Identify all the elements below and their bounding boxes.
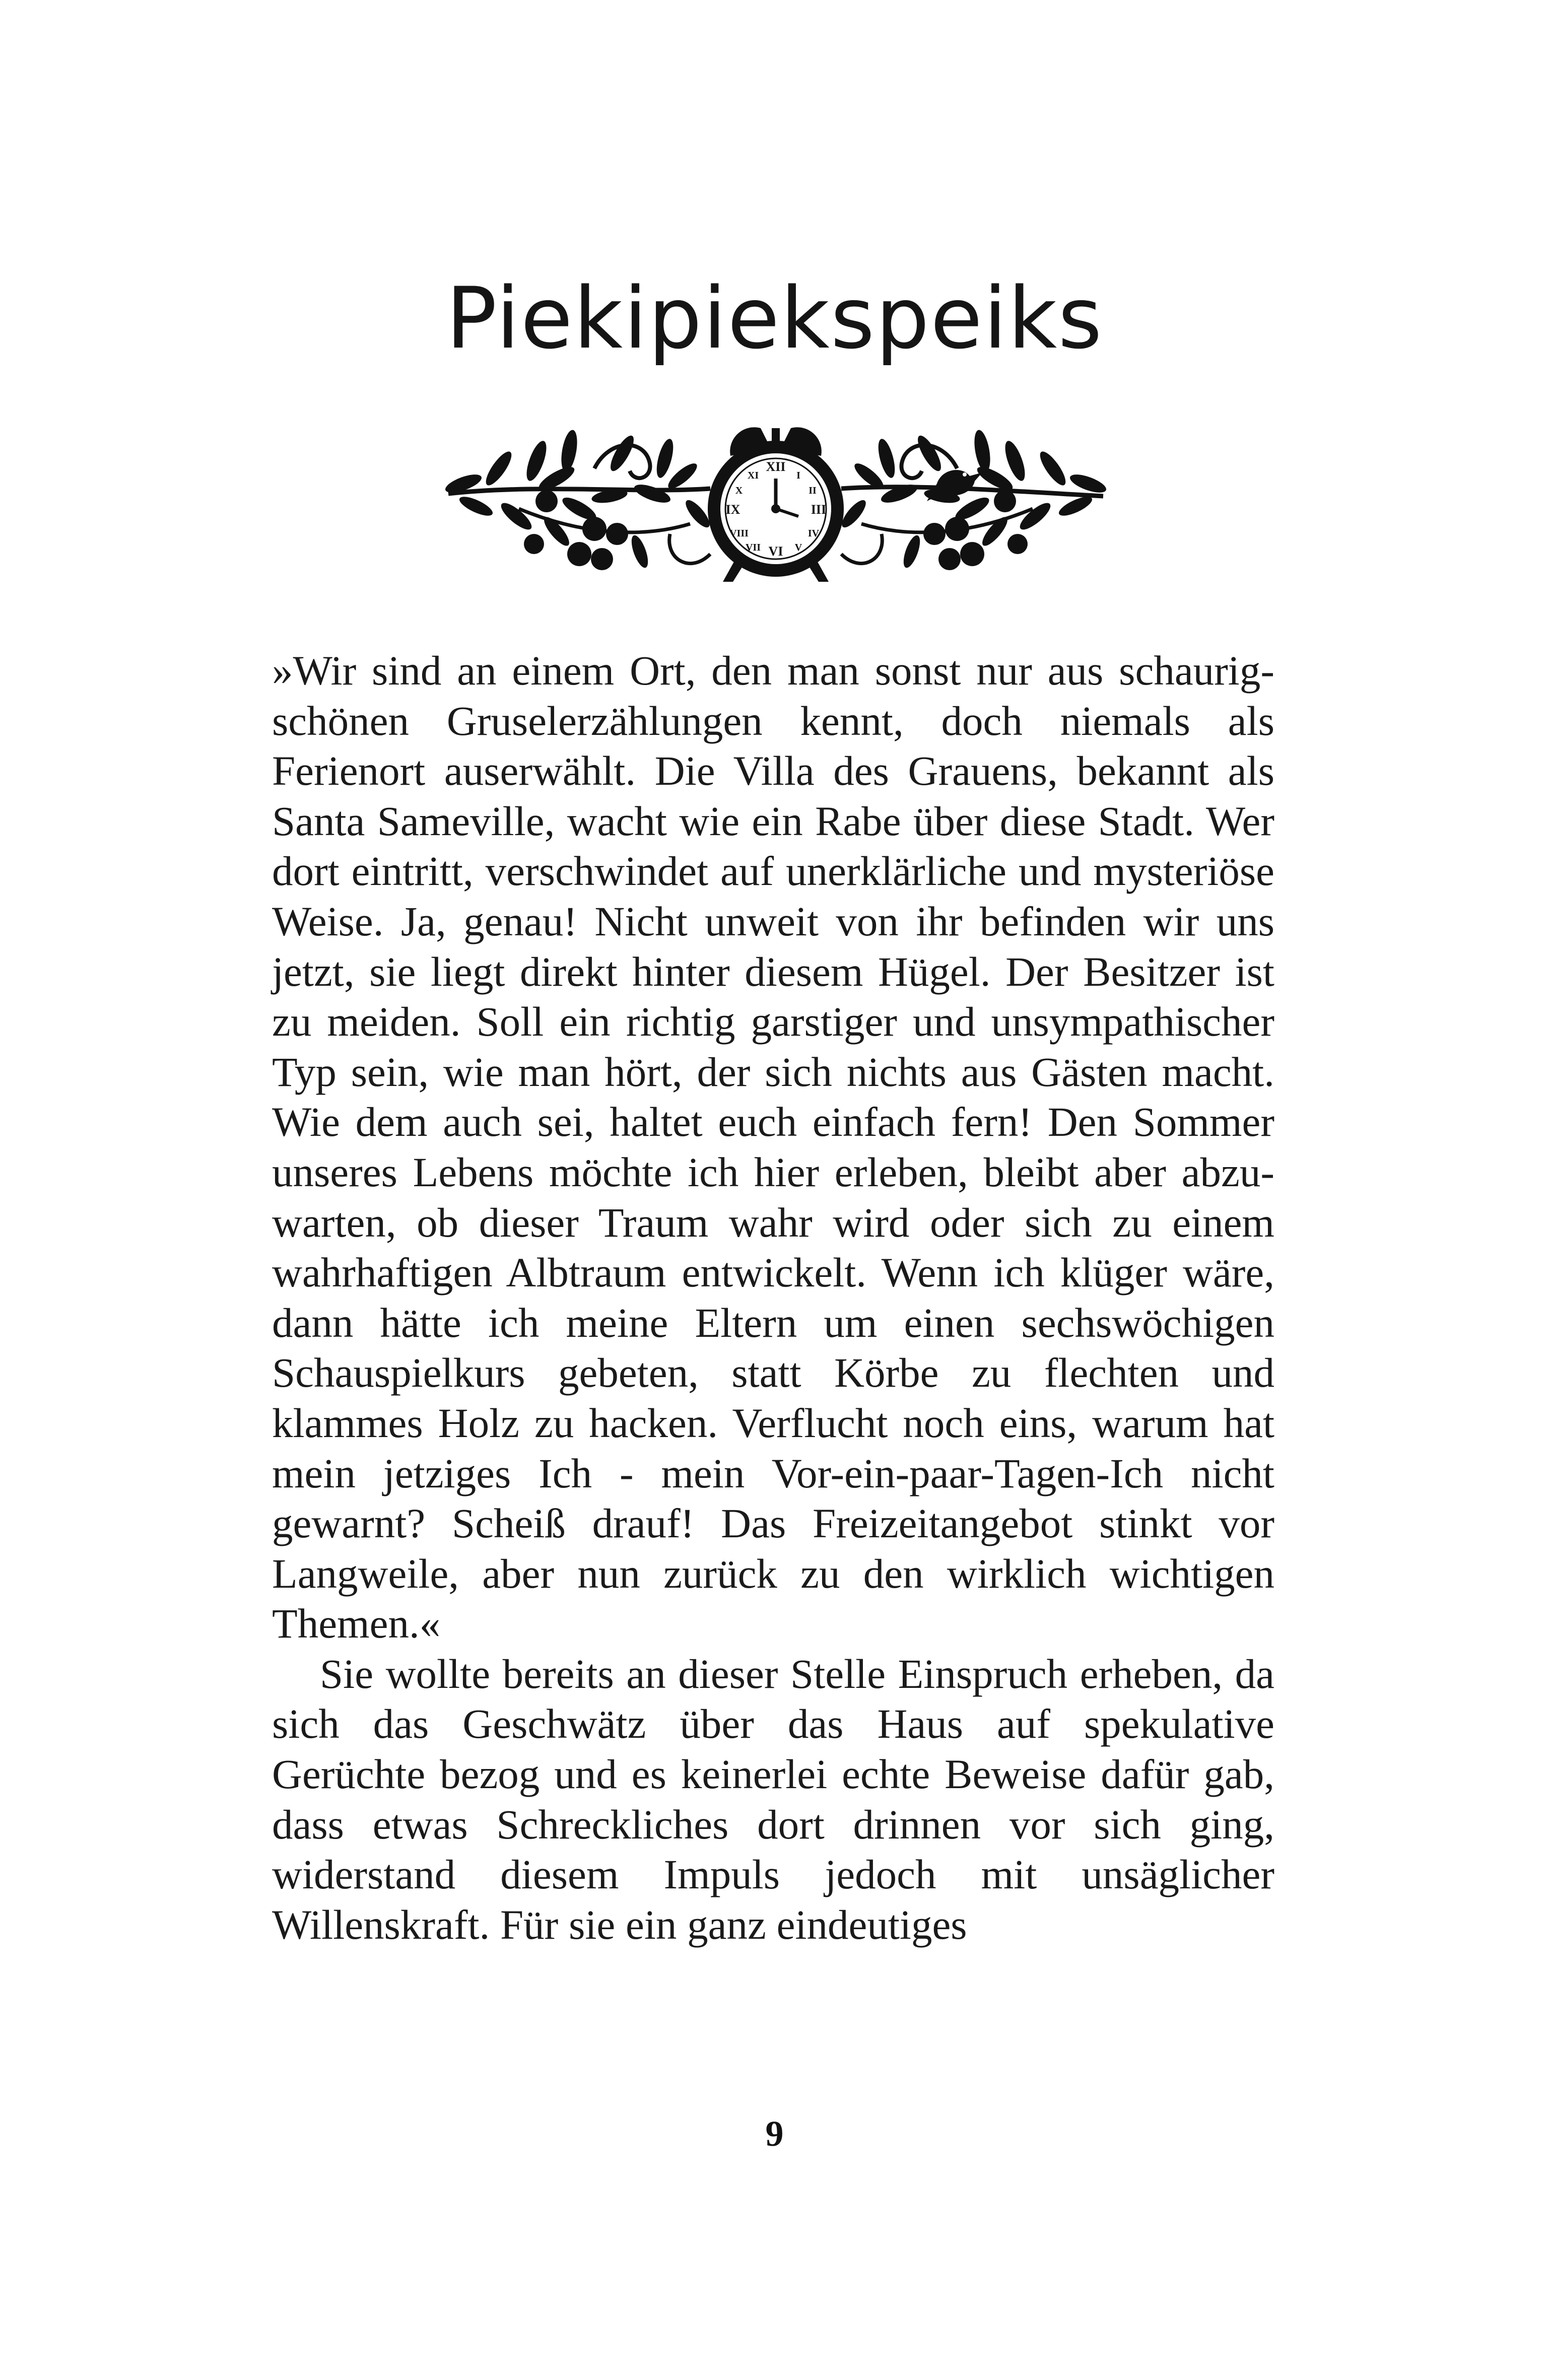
paragraph-2: Sie wollte bereits an dieser Stelle Einspruch erheben, da sich das Geschwätz über das Haus auf spekulative Gerüchte bezog und es keinerlei echte Beweise dafür gab, dass etwas Schreckliches dort drinnen vor sich ging, widerstand diesem Impuls jedoch mit unsäglicher Willenskraft. Für sie ein ganz eindeutiges [272,1650,1274,1948]
svg-text:XI: XI [747,470,759,481]
page-number: 9 [765,2114,784,2154]
svg-text:IV: IV [807,528,820,539]
clock-branch-ornament-icon [428,408,1123,599]
svg-text:VIII: VIII [729,528,749,539]
body-text [272,646,1274,1950]
paragraph-1: »Wir sind an einem Ort, den man sonst nur aus schaurig-schönen Gruselerzählungen kennt, doch niemals als Ferienort auserwählt. Die Villa des Grauens, bekannt als Santa Sameville, wacht wie ein Rabe über diese Stadt. Wer dort eintritt, verschwindet auf unerklärliche und mysteriöse Weise. Ja, genau! Nicht unweit von ihr befinden wir uns jetzt, sie liegt direkt hinter diesem Hügel. Der Besitzer ist zu meiden. Soll ein richtig garstiger und unsympathischer Typ sein, wie man hört, der sich nichts aus Gästen macht. Wie dem auch sei, haltet euch einfach fern! Den Sommer unseres Lebens möchte ich hier erleben, bleibt aber abzuwarten, ob dieser Traum wahr wird oder sich zu einem wahrhaftigen Albtraum entwickelt. Wenn ich klüger wäre, dann hätte ich meine Eltern um einen sechswöchigen Schauspielkurs gebeten, statt Körbe zu flechten und klammes Holz zu hacken. Verflucht noch eins, warum hat mein jetziges Ich - mein Vor-ein-paar-Tagen-Ich nicht gewarnt? Scheiß drauf! Das Freizeitangebot stinkt vor Langweile, aber nun zurück zu den wirklich wichtigen Themen.« [272,647,1274,1647]
svg-text:V: V [794,542,802,553]
svg-text:VII: VII [745,542,761,553]
svg-text:I: I [796,470,800,481]
svg-text:XII: XII [766,459,786,474]
svg-text:X: X [735,485,743,496]
svg-text:VI: VI [768,544,783,559]
chapter-title: Piekipiekspeiks [446,269,1103,368]
svg-text:III: III [811,502,827,517]
svg-text:IX: IX [725,502,740,517]
svg-text:II: II [809,485,817,496]
